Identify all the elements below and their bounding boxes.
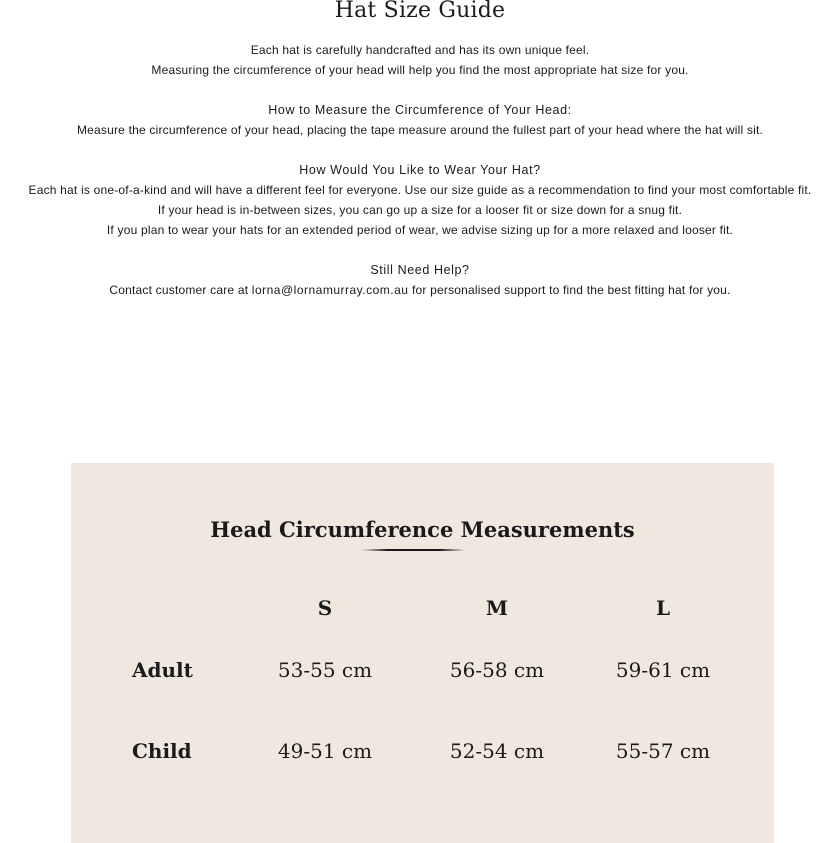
help-text <box>0 280 840 300</box>
measurements-title: Head Circumference Measurements <box>210 517 635 542</box>
child-size-s: 49-51 cm <box>277 739 373 763</box>
wear-heading: How Would You Like to Wear Your Hat? <box>299 163 541 177</box>
row-label-child: Child <box>132 739 192 763</box>
spacer <box>0 240 840 260</box>
measure-heading: How to Measure the Circumference of Your Head: <box>268 103 572 117</box>
row-label-adult: Adult <box>132 658 193 682</box>
measure-text: Measure the circumference of your head, placing the tape measure around the fullest part of your head where the hat will sit. <box>76 123 764 137</box>
adult-size-s: 53-55 cm <box>277 658 373 682</box>
intro-line-2: Measuring the circumference of your head will help you find the most appropriate hat size for you. <box>151 63 689 77</box>
customer-care-email-link[interactable]: lorna@lornamurray.com.au <box>251 283 409 297</box>
page-title: Hat Size Guide <box>334 0 506 23</box>
title-divider <box>362 549 465 551</box>
size-guide-text <box>0 40 840 300</box>
spacer <box>0 140 840 160</box>
help-heading: Still Need Help? <box>370 263 470 277</box>
adult-size-m: 56-58 cm <box>449 658 545 682</box>
size-header-s: S <box>317 596 333 620</box>
size-header-l: L <box>655 596 671 620</box>
adult-size-l: 59-61 cm <box>615 658 711 682</box>
child-size-l: 55-57 cm <box>615 739 711 763</box>
wear-line-1: Each hat is one-of-a-kind and will have a different feel for everyone. Use our size guide as a recommendation to find your most comfortable fit. <box>28 183 812 197</box>
size-header-m: M <box>485 596 509 620</box>
intro-line-1: Each hat is carefully handcrafted and has its own unique feel. <box>250 43 590 57</box>
wear-line-3: If you plan to wear your hats for an extended period of wear, we advise sizing up for a more relaxed and looser fit. <box>106 223 734 237</box>
help-prefix: Contact customer care at <box>109 283 252 297</box>
child-size-m: 52-54 cm <box>449 739 545 763</box>
spacer <box>0 80 840 100</box>
measurements-panel <box>71 463 774 843</box>
help-suffix: for personalised support to find the best fitting hat for you. <box>408 283 731 297</box>
wear-line-2: If your head is in-between sizes, you can go up a size for a looser fit or size down for a snug fit. <box>157 203 683 217</box>
